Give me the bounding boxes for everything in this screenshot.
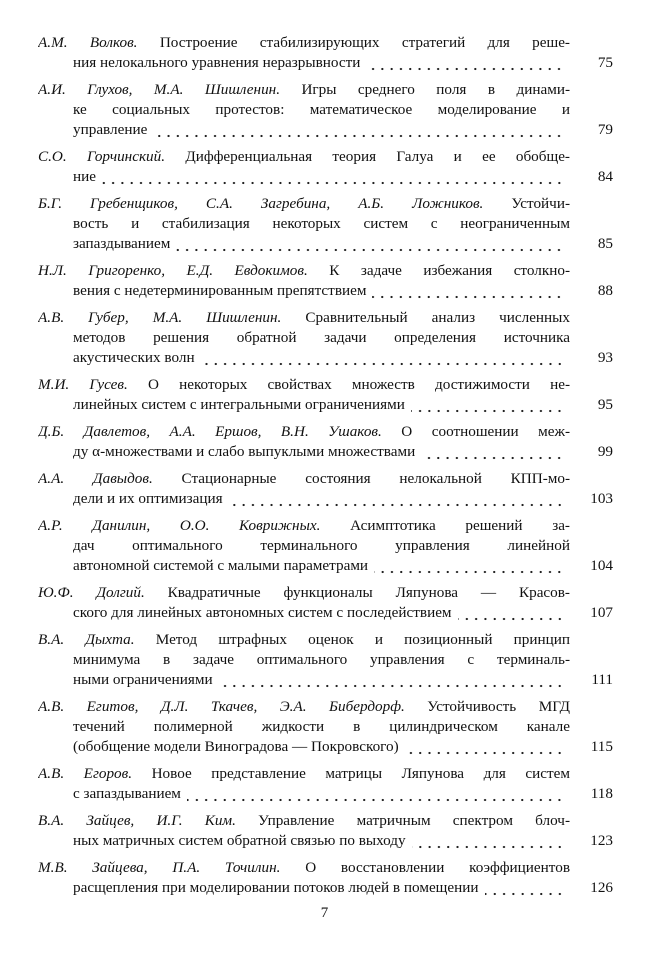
toc-entry: [38, 858, 613, 898]
entry-title-text: ние: [73, 168, 96, 185]
toc-entry-line: [73, 328, 570, 348]
entry-page-number: 99: [597, 443, 613, 460]
entry-title-text: ными ограничениями: [73, 671, 213, 688]
toc-entry-line: [38, 858, 570, 878]
toc-entry-last-line: [73, 603, 613, 623]
toc-entry-last-line: [73, 878, 613, 898]
dot-leader: [366, 53, 564, 73]
entry-title-text: Новое представление матрицы Ляпунова для систем: [151, 765, 570, 782]
toc-entry-line: [38, 422, 570, 442]
toc-entry-last-line: [73, 348, 613, 368]
dot-leader: [153, 120, 564, 140]
entry-title-text: Игры среднего поля в динами-: [301, 81, 570, 98]
entry-page-number: 75: [597, 54, 613, 71]
toc-entry: [38, 80, 613, 140]
toc-entry: [38, 375, 613, 415]
toc-entry: [38, 308, 613, 368]
toc-entry-line: [73, 100, 570, 120]
entry-title-text: ского для линейных автономных систем с последействием: [73, 604, 452, 621]
entry-page-number: 85: [597, 235, 613, 252]
dot-leader: [412, 831, 564, 851]
toc-entry-last-line: [73, 234, 613, 254]
toc-entry: [38, 147, 613, 187]
entry-title-text: дели и их оптимизация: [73, 490, 223, 507]
entry-authors: С.О. Горчинский.: [38, 148, 166, 165]
entry-authors: А.В. Егитов, Д.Л. Ткачев, Э.А. Бибердорф.: [38, 698, 405, 715]
entry-title-text: Стационарные состояния нелокальной КПП-мо-: [181, 470, 570, 487]
entry-page-number: 79: [597, 121, 613, 138]
entry-title-text: Асимптотика решений за-: [350, 517, 570, 534]
toc-entry: [38, 764, 613, 804]
entry-authors: А.М. Волков.: [38, 34, 138, 51]
toc-entry-line: [38, 516, 570, 536]
entry-page-number: 107: [590, 604, 613, 621]
entry-title-text: Метод штрафных оценок и позиционный принцип: [155, 631, 570, 648]
entry-authors: А.Р. Данилин, О.О. Коврижных.: [38, 517, 321, 534]
toc-entry-last-line: [73, 489, 613, 509]
toc-entry: [38, 33, 613, 73]
entry-title-text: Построение стабилизирующих стратегий для реше-: [159, 34, 570, 51]
entry-title-text: Устойчи-: [511, 195, 570, 212]
entry-page-number: 95: [597, 396, 613, 413]
entry-authors: В.А. Зайцев, И.Г. Ким.: [38, 812, 236, 829]
entry-page-number: 111: [591, 671, 613, 688]
entry-authors: А.А. Давыдов.: [38, 470, 153, 487]
dot-leader: [374, 556, 564, 576]
page-number: 7: [320, 905, 329, 921]
entry-authors: В.А. Дыхта.: [38, 631, 135, 648]
entry-page-number: 103: [590, 490, 613, 507]
toc-entry-last-line: [73, 831, 613, 851]
toc-entry-last-line: [73, 395, 613, 415]
dot-leader: [458, 603, 564, 623]
table-of-contents: [38, 33, 613, 905]
dot-leader: [176, 234, 564, 254]
entry-authors: М.В. Зайцева, П.А. Точилин.: [38, 859, 281, 876]
toc-entry-line: [38, 583, 570, 603]
toc-entry: [38, 697, 613, 757]
entry-title-text: Сравнительный анализ численных: [305, 309, 570, 326]
dot-leader: [187, 784, 564, 804]
toc-entry-line: [38, 630, 570, 650]
toc-entry-last-line: [73, 120, 613, 140]
entry-authors: А.И. Глухов, М.А. Шишленин.: [38, 81, 280, 98]
entry-authors: А.В. Губер, М.А. Шишленин.: [38, 309, 282, 326]
toc-entry: [38, 811, 613, 851]
entry-title-text: К задаче избежания столкно-: [329, 262, 570, 279]
dot-leader: [372, 281, 564, 301]
entry-title-text: Устойчивость МГД: [427, 698, 570, 715]
toc-entry-last-line: [73, 167, 613, 187]
entry-title-text: ных матричных систем обратной связью по выходу: [73, 832, 406, 849]
dot-leader: [102, 167, 564, 187]
dot-leader: [421, 442, 564, 462]
toc-entry-line: [38, 194, 570, 214]
entry-title-text: ния нелокального уравнения неразрывности: [73, 54, 361, 71]
entry-title-text: О некоторых свойствах множеств достижимости не-: [147, 376, 570, 393]
toc-entry-last-line: [73, 53, 613, 73]
entry-authors: Д.Б. Давлетов, А.А. Ершов, В.Н. Ушаков.: [38, 423, 382, 440]
entry-page-number: 84: [597, 168, 613, 185]
toc-entry-line: [73, 214, 570, 234]
entry-title-text: автономной системой с малыми параметрами: [73, 557, 369, 574]
entry-page-number: 118: [590, 785, 613, 802]
toc-entry-line: [38, 33, 570, 53]
dot-leader: [201, 348, 564, 368]
toc-entry: [38, 261, 613, 301]
toc-entry-line: [38, 80, 570, 100]
entry-title-text: запаздыванием: [73, 235, 171, 252]
toc-entry-line: [38, 308, 570, 328]
dot-leader: [485, 878, 565, 898]
toc-entry-last-line: [73, 737, 613, 757]
entry-title-text: акустических волн: [73, 349, 195, 366]
toc-entry-line: [38, 261, 570, 281]
entry-page-number: 104: [590, 557, 613, 574]
entry-authors: Б.Г. Гребенщиков, С.А. Загребина, А.Б. Ложников.: [38, 195, 484, 212]
entry-page-number: 123: [590, 832, 613, 849]
dot-leader: [411, 395, 564, 415]
toc-entry-line: [38, 375, 570, 395]
toc-entry-last-line: [73, 670, 613, 690]
entry-page-number: 93: [597, 349, 613, 366]
toc-entry-line: [38, 469, 570, 489]
entry-title-text: ке социальных протестов: математическое моделирование и: [73, 101, 570, 118]
entry-authors: Ю.Ф. Долгий.: [38, 584, 145, 601]
entry-title-text: течений полимерной жидкости в цилиндрическом канале: [73, 718, 570, 735]
toc-entry: [38, 516, 613, 576]
toc-entry-line: [38, 811, 570, 831]
entry-page-number: 115: [590, 738, 613, 755]
toc-entry: [38, 194, 613, 254]
entry-title-text: расщепления при моделировании потоков людей в помещении: [73, 879, 479, 896]
entry-authors: А.В. Егоров.: [38, 765, 133, 782]
toc-entry-line: [73, 536, 570, 556]
entry-page-number: 88: [597, 282, 613, 299]
dot-leader: [219, 670, 564, 690]
entry-title-text: ду α-множествами и слабо выпуклыми множествами: [73, 443, 416, 460]
toc-entry-line: [73, 717, 570, 737]
entry-authors: Н.Л. Григоренко, Е.Д. Евдокимов.: [38, 262, 308, 279]
entry-title-text: линейных систем с интегральными ограничениями: [73, 396, 405, 413]
entry-title-text: О восстановлении коэффициентов: [305, 859, 570, 876]
entry-title-text: вения с недетерминированным препятствием: [73, 282, 367, 299]
entry-title-text: вость и стабилизация некоторых систем с неограниченным: [73, 215, 570, 232]
toc-entry-line: [38, 697, 570, 717]
toc-entry: [38, 630, 613, 690]
entry-title-text: Дифференциальная теория Галуа и ее обобще-: [185, 148, 570, 165]
entry-title-text: Управление матричным спектром блоч-: [258, 812, 570, 829]
entry-authors: М.И. Гусев.: [38, 376, 128, 393]
dot-leader: [229, 489, 564, 509]
entry-page-number: 126: [590, 879, 613, 896]
toc-entry: [38, 583, 613, 623]
entry-title-text: с запаздыванием: [73, 785, 181, 802]
toc-entry-last-line: [73, 784, 613, 804]
entry-title-text: (обобщение модели Виноградова — Покровского): [73, 738, 399, 755]
entry-title-text: управление: [73, 121, 148, 138]
entry-title-text: дач оптимального терминального управления линейной: [73, 537, 570, 554]
toc-entry-last-line: [73, 556, 613, 576]
toc-entry-line: [73, 650, 570, 670]
toc-entry-last-line: [73, 281, 613, 301]
entry-title-text: Квадратичные функционалы Ляпунова — Красов-: [167, 584, 570, 601]
toc-entry: [38, 422, 613, 462]
toc-entry-line: [38, 764, 570, 784]
toc-entry-last-line: [73, 442, 613, 462]
toc-entry-line: [38, 147, 570, 167]
toc-entry: [38, 469, 613, 509]
entry-title-text: минимума в задаче оптимального управления с терминаль-: [73, 651, 570, 668]
entry-title-text: О соотношении меж-: [401, 423, 570, 440]
entry-title-text: методов решения обратной задачи определения источника: [73, 329, 570, 346]
dot-leader: [405, 737, 564, 757]
